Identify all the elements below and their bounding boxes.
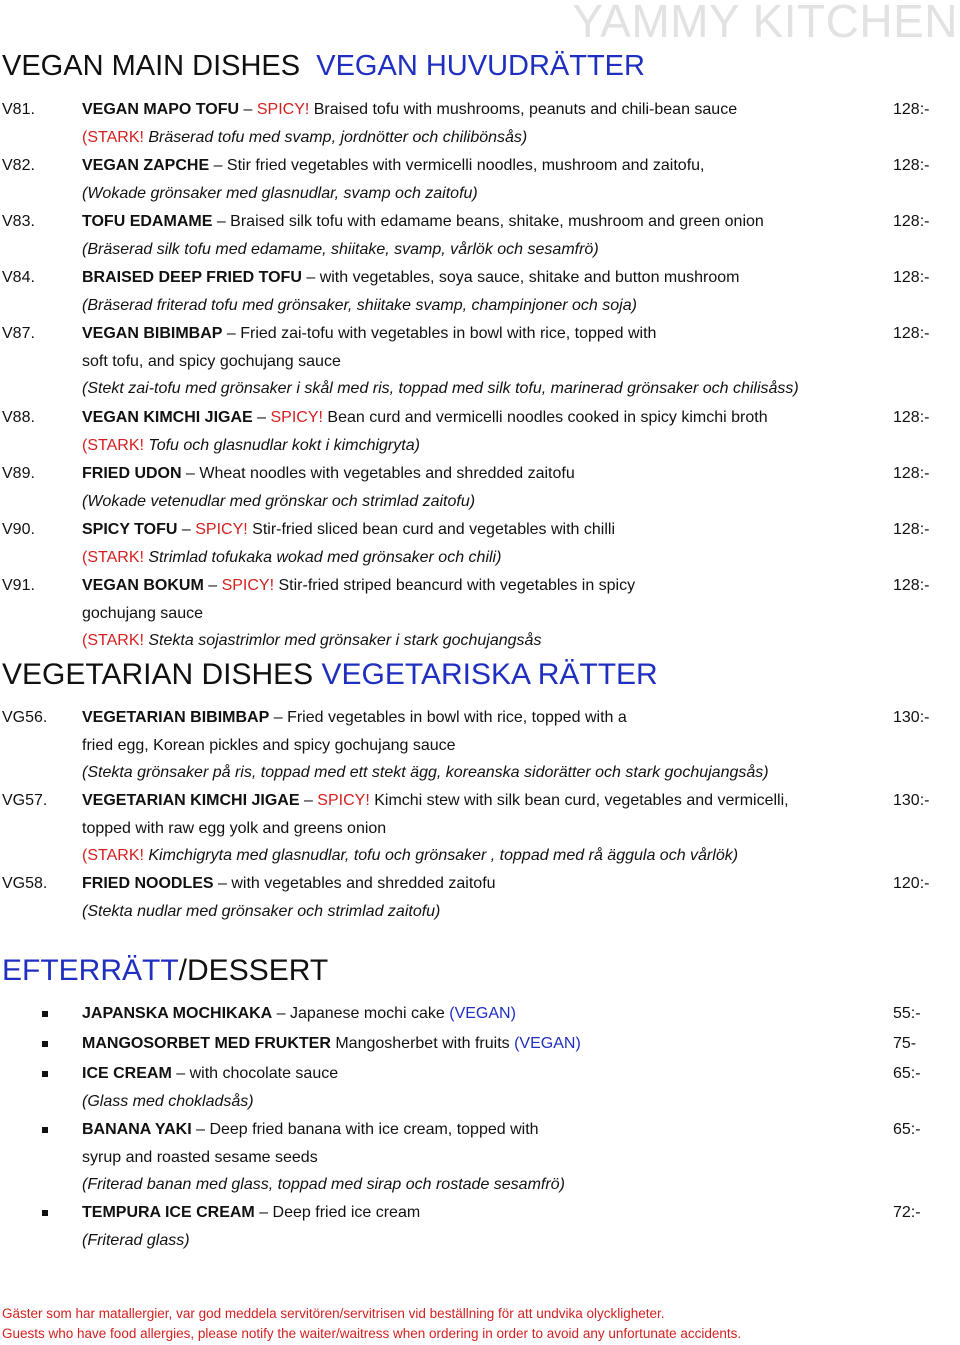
item-dash: – [272, 1005, 291, 1022]
item-translation: (Stekt zai-tofu med grönsaker i skål med ris, toppad med silk tofu, marinerad grönsaker och chilisåss) [82, 380, 799, 397]
item-description-cont: gochujang sauce [82, 604, 203, 622]
item-dash: – [301, 269, 320, 286]
item-price: 130:- [893, 792, 930, 809]
menu-item-v83 [0, 208, 960, 263]
item-dash: – [239, 101, 257, 118]
item-description: Stir fried vegetables with vermicelli noodles, mushroom and zaitofu, [226, 157, 705, 174]
item-price: 128:- [893, 157, 930, 174]
item-name: BRAISED DEEP FRIED TOFU [82, 269, 302, 286]
item-translation: Bräserad tofu med svamp, jordnötter och chilibönsås) [143, 128, 528, 146]
item-description: Kimchi stew with silk bean curd, vegetables and vermicelli, [369, 792, 789, 809]
menu-item-v82 [0, 152, 960, 207]
item-price: 72:- [893, 1204, 921, 1221]
vegetarian-section-title [2, 658, 658, 692]
item-code: V88. [2, 409, 35, 426]
item-name: SPICY TOFU [82, 521, 178, 538]
item-name: BANANA YAKI [82, 1121, 192, 1138]
dessert-item-mochikaka [0, 1000, 960, 1028]
spicy-label: SPICY! [195, 521, 248, 538]
menu-item-v87 [0, 320, 960, 403]
item-description: with vegetables and shredded zaitofu [231, 875, 496, 892]
vegan-title-sv: VEGAN HUVUDRÄTTER [316, 50, 645, 82]
item-dash: – [203, 577, 222, 594]
item-dash: – [177, 521, 196, 538]
item-description: Japanese mochi cake [290, 1005, 450, 1022]
dessert-item-ice-cream [0, 1060, 960, 1115]
item-code: V84. [2, 269, 35, 286]
bullet-icon [42, 1127, 48, 1133]
stark-label: (STARK! [82, 632, 144, 649]
menu-item-vg56 [0, 704, 960, 787]
item-dash: – [171, 1065, 190, 1082]
item-dash: – [181, 465, 200, 482]
item-code: V83. [2, 213, 35, 230]
item-price: 75- [893, 1035, 917, 1052]
item-name: VEGAN BOKUM [82, 577, 204, 594]
item-code: V89. [2, 465, 35, 482]
item-description: Deep fried banana with ice cream, topped with [209, 1121, 539, 1138]
item-name: VEGAN KIMCHI JIGAE [82, 409, 253, 426]
item-name: VEGAN ZAPCHE [82, 157, 210, 174]
item-dash: – [213, 875, 232, 892]
item-translation: Kimchigryta med glasnudlar, tofu och grönsaker , toppad med rå äggula och vårlök) [143, 847, 739, 864]
item-description: Deep fried ice cream [272, 1204, 421, 1221]
item-price: 128:- [893, 213, 930, 230]
dessert-title-en: DESSERT [187, 954, 329, 987]
item-price: 65:- [893, 1065, 921, 1082]
vegetarian-title-sv: VEGETARISKA RÄTTER [321, 658, 658, 691]
vegan-label: (VEGAN) [449, 1005, 516, 1022]
allergy-notice-sv: Gäster som har matallergier, var god meddela servitören/servitrisen vid beställning för att undvika olyckligheter. [2, 1306, 665, 1321]
item-translation: (Stekta grönsaker på ris, toppad med ett stekt ägg, koreanska sidorätter och stark gochujangsås) [82, 764, 769, 781]
item-name: TEMPURA ICE CREAM [82, 1204, 255, 1221]
item-name: FRIED UDON [82, 465, 182, 482]
item-dash: – [254, 1204, 273, 1221]
item-name: TOFU EDAMAME [82, 213, 213, 230]
menu-item-v84 [0, 264, 960, 319]
item-translation: Tofu och glasnudlar kokt i kimchigryta) [143, 436, 420, 454]
item-description-cont: topped with raw egg yolk and greens onion [82, 819, 387, 837]
item-translation: (Stekta nudlar med grönsaker och strimlad zaitofu) [82, 902, 441, 920]
item-code: V87. [2, 325, 35, 342]
item-description: Bean curd and vermicelli noodles cooked in spicy kimchi broth [322, 409, 768, 426]
vegan-label: (VEGAN) [514, 1035, 581, 1052]
item-translation: (Friterad glass) [82, 1231, 190, 1249]
spicy-label: SPICY! [317, 792, 370, 809]
item-translation: Strimlad tofukaka wokad med grönsaker och chili) [143, 548, 502, 566]
item-price: 128:- [893, 409, 930, 426]
item-name: MANGOSORBET MED FRUKTER [82, 1035, 331, 1052]
stark-label: (STARK! [82, 128, 144, 146]
dessert-section-title [2, 954, 328, 988]
menu-item-vg58 [0, 870, 960, 925]
item-price: 128:- [893, 101, 930, 118]
item-translation: Stekta sojastrimlor med grönsaker i stark gochujangsås [143, 632, 542, 649]
dessert-title-sep: / [178, 954, 188, 987]
watermark-logo: YAMMY KITCHEN [572, 0, 958, 47]
item-code: VG56. [2, 709, 48, 726]
item-price: 128:- [893, 269, 930, 286]
item-price: 55:- [893, 1005, 921, 1022]
menu-item-v88 [0, 404, 960, 459]
dessert-item-mangosorbet [0, 1030, 960, 1058]
item-code: V81. [2, 101, 35, 118]
item-dash: – [299, 792, 318, 809]
menu-item-v81 [0, 96, 960, 151]
bullet-icon [42, 1210, 48, 1216]
item-dash: – [212, 213, 231, 230]
spicy-label: SPICY! [256, 101, 310, 118]
item-description: Wheat noodles with vegetables and shredded zaitofu [199, 465, 575, 482]
item-code: VG57. [2, 792, 48, 809]
bullet-icon [42, 1071, 48, 1077]
menu-item-v89 [0, 460, 960, 515]
item-description: Braised tofu with mushrooms, peanuts and chili-bean sauce [309, 101, 738, 118]
item-price: 65:- [893, 1121, 921, 1138]
item-description: Fried zai-tofu with vegetables in bowl with rice, topped with [240, 325, 657, 342]
menu-item-vg57 [0, 787, 960, 870]
item-price: 128:- [893, 577, 930, 594]
item-code: V91. [2, 577, 35, 594]
item-translation: (Friterad banan med glass, toppad med sirap och rostade sesamfrö) [82, 1176, 565, 1193]
item-description: with vegetables, soya sauce, shitake and button mushroom [319, 269, 740, 286]
item-dash: – [222, 325, 241, 342]
item-description-cont: soft tofu, and spicy gochujang sauce [82, 352, 341, 370]
item-name: VEGAN BIBIMBAP [82, 325, 223, 342]
vegan-title-en: VEGAN MAIN DISHES [2, 50, 301, 82]
spicy-label: SPICY! [221, 577, 275, 594]
stark-label: (STARK! [82, 548, 144, 566]
item-dash: – [191, 1121, 210, 1138]
item-name: ICE CREAM [82, 1065, 172, 1082]
item-description: Mangosherbet with fruits [335, 1035, 515, 1052]
item-description: Braised silk tofu with edamame beans, shitake, mushroom and green onion [230, 213, 764, 230]
item-name: JAPANSKA MOCHIKAKA [82, 1005, 273, 1022]
item-price: 130:- [893, 709, 930, 726]
item-name: VEGAN MAPO TOFU [82, 101, 240, 118]
item-code: VG58. [2, 875, 48, 892]
menu-item-v90 [0, 516, 960, 571]
dessert-title-sv: EFTERRÄTT [2, 954, 179, 987]
dessert-item-banana-yaki [0, 1116, 960, 1199]
bullet-icon [42, 1011, 48, 1017]
item-code: V90. [2, 521, 35, 538]
item-price: 120:- [893, 875, 930, 892]
item-dash: – [209, 157, 227, 174]
item-translation: (Wokade vetenudlar med grönskar och strimlad zaitofu) [82, 492, 476, 510]
item-name: VEGETARIAN KIMCHI JIGAE [82, 792, 300, 809]
item-dash: – [252, 409, 271, 426]
vegetarian-title-en: VEGETARIAN DISHES [2, 658, 314, 691]
item-description: Stir-fried sliced bean curd and vegetables with chilli [247, 521, 615, 538]
item-translation: (Bräserad friterad tofu med grönsaker, shiitake svamp, champinjoner och soja) [82, 296, 637, 314]
item-translation: (Glass med chokladsås) [82, 1092, 254, 1110]
item-description: Stir-fried striped beancurd with vegetables in spicy [274, 577, 636, 594]
item-price: 128:- [893, 325, 930, 342]
item-description-cont: syrup and roasted sesame seeds [82, 1148, 318, 1166]
menu-item-v91 [0, 572, 960, 655]
item-description: Fried vegetables in bowl with rice, topped with a [287, 709, 627, 726]
item-name: FRIED NOODLES [82, 875, 214, 892]
item-translation: (Wokade grönsaker med glasnudlar, svamp och zaitofu) [82, 184, 478, 202]
item-name: VEGETARIAN BIBIMBAP [82, 709, 270, 726]
item-description-cont: fried egg, Korean pickles and spicy gochujang sauce [82, 736, 456, 754]
item-code: V82. [2, 157, 35, 174]
spicy-label: SPICY! [270, 409, 323, 426]
item-price: 128:- [893, 521, 930, 538]
item-description: with chocolate sauce [189, 1065, 339, 1082]
vegan-section-title [2, 50, 645, 83]
item-dash: – [269, 709, 288, 726]
stark-label: (STARK! [82, 436, 144, 454]
item-price: 128:- [893, 465, 930, 482]
stark-label: (STARK! [82, 847, 144, 864]
item-translation: (Bräserad silk tofu med edamame, shiitake, svamp, vårlök och sesamfrö) [82, 240, 599, 258]
allergy-notice-en: Guests who have food allergies, please notify the waiter/waitress when ordering in order to avoid any unfortunate accidents. [2, 1326, 742, 1341]
dessert-item-tempura-ice-cream [0, 1199, 960, 1254]
bullet-icon [42, 1041, 48, 1047]
